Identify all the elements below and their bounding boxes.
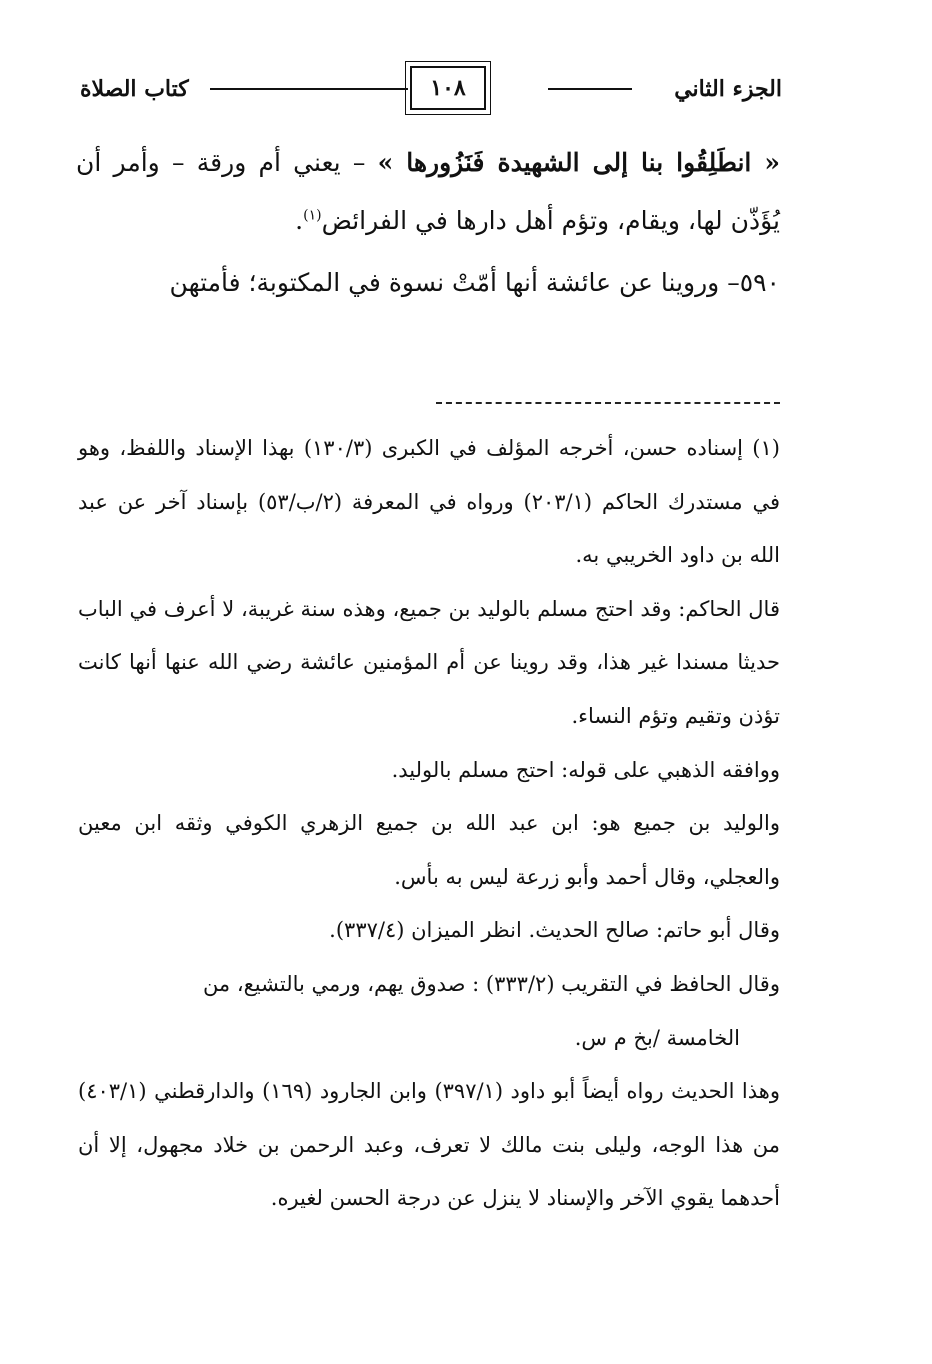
header-rule-left: [210, 88, 408, 90]
main-text-continuation: – يعني أم ورقة – وأمر أن يُؤَذّن لها، ويقام، وتؤم أهل دارها في الفرائض: [76, 148, 780, 235]
footnote-reference: (١): [303, 207, 322, 224]
volume-title: الجزء الثاني: [674, 76, 782, 102]
footnote-paragraph: والوليد بن جميع هو: ابن عبد الله بن جميع الزهري الكوفي وثقه ابن معين والعجلي، وقال أحمد وأبو زرعة ليس به بأس.: [78, 811, 780, 889]
quoted-hadith: « انطَلِقُوا بنا إلى الشهيدة فَنَزُورها »: [377, 148, 780, 177]
footnote-1: (١) إسناده حسن، أخرجه المؤلف في الكبرى (١٣٠/٣) بهذا الإسناد واللفظ، وهو في مستدرك الحاكم (٢٠٣/١) ورواه في المعرفة (٢/ب/٥٣) بإسناد آخر عن عبد الله بن داود الخريبي به.: [78, 436, 780, 568]
footnote-paragraph: وقال الحافظ في التقريب (٣٣٣/٢) : صدوق يهم، ورمي بالتشيع، من: [202, 971, 780, 996]
main-text-end: .: [295, 206, 304, 235]
footnote-separator: [436, 402, 780, 404]
footnote-paragraph: وقال أبو حاتم: صالح الحديث. انظر الميزان (٣٣٧/٤).: [329, 918, 780, 943]
footnote-paragraph: ووافقه الذهبي على قوله: احتج مسلم بالوليد.: [391, 757, 780, 782]
book-title: كتاب الصلاة: [80, 76, 189, 102]
footnotes: [78, 422, 780, 1226]
main-text: [76, 134, 780, 312]
header-rule-right: [548, 88, 632, 90]
footnote-paragraph: وهذا الحديث رواه أيضاً أبو داود (٣٩٧/١) وابن الجارود (١٦٩) والدارقطني (٤٠٣/١) من هذا الوجه، وليلى بنت مالك لا تعرف، وعبد الرحمن بن خلاد مجهول، إلا أن أحدهما يقوي الآخر والإسناد لا ينزل عن درجة الحسن لغيره.: [78, 1079, 780, 1211]
page-number: ١٠٨: [410, 66, 486, 110]
hadith-590: ٥٩٠– وروينا عن عائشة أنها أمّتْ نسوة في المكتوبة؛ فأمتهن: [169, 268, 780, 297]
footnote-paragraph: الخامسة /بخ م س.: [574, 1025, 740, 1050]
main-paragraph: [76, 134, 780, 250]
footnote-paragraph: قال الحاكم: وقد احتج مسلم بالوليد بن جميع، وهذه سنة غريبة، لا أعرف في الباب حديثا مسندا غير هذا، وقد روينا عن أم المؤمنين عائشة رضي الله عنها أنها كانت تؤذن وتقيم وتؤم النساء.: [78, 596, 780, 728]
